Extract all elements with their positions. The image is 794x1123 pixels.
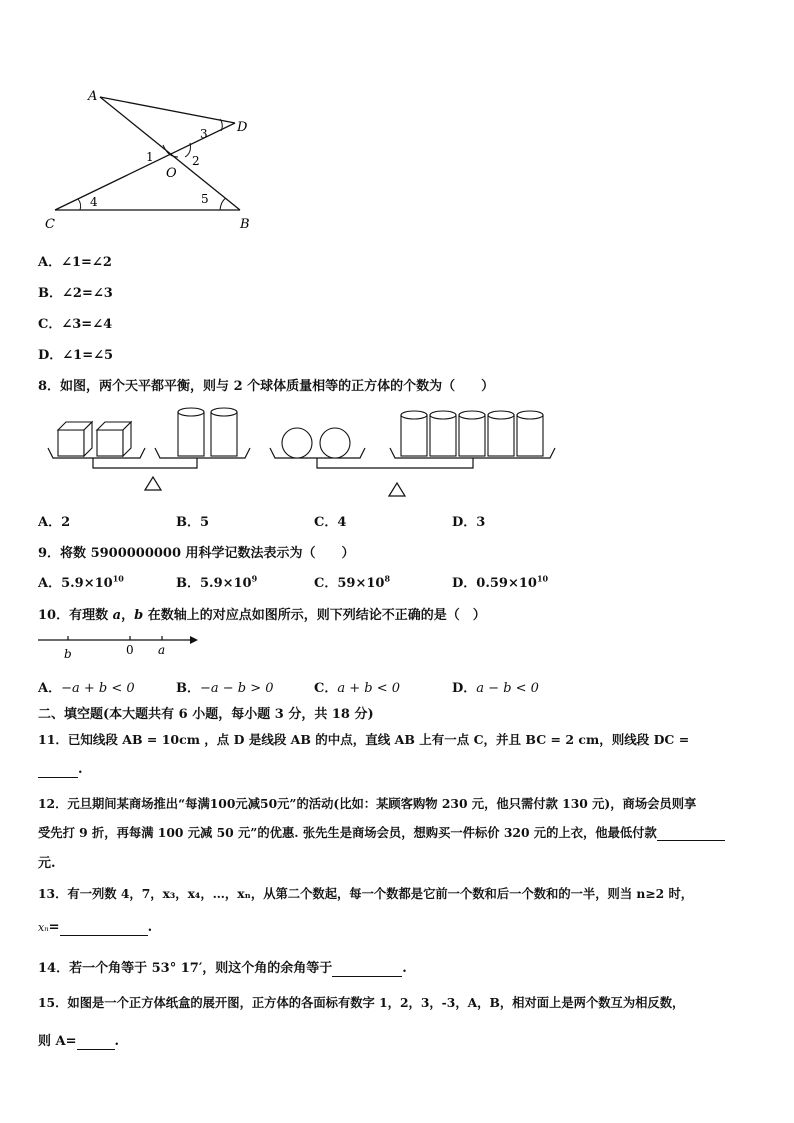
angle-1-label: 1: [146, 150, 154, 164]
number-line-zero-label: 0: [126, 643, 134, 657]
label-D: D: [237, 120, 248, 135]
angle-4-label: 4: [90, 195, 98, 209]
angle-5-label: 5: [201, 192, 209, 206]
balance-figure: [45, 400, 560, 500]
q13-answer-blank[interactable]: [60, 920, 148, 936]
number-line: [35, 630, 200, 662]
q8-option-d[interactable]: D．3: [452, 515, 486, 530]
q13-line2: xₙ= .: [38, 920, 153, 935]
label-O: O: [166, 166, 177, 181]
q9-option-c[interactable]: C．$59\times 10^8$: [314, 573, 391, 591]
q12-line2: 受先打 9 折，再每满 100 元减 50 元”的优惠. 张先生是商场会员，想购买一件标价 320 元的上衣，他最低付款: [38, 823, 725, 841]
q15-line1: 15．如图是一个正方体纸盒的展开图，正方体的各面标有数字 1，2，3，-3，A，B，相对面上是两个数互为相反数，: [38, 995, 685, 1010]
q9-option-a[interactable]: A．$5.9\times 10^{10}$: [38, 573, 124, 591]
q8-option-c[interactable]: C．4: [314, 515, 347, 530]
q10-option-d[interactable]: D．a − b < 0: [452, 681, 539, 696]
q7-option-c[interactable]: C．∠3=∠4: [38, 317, 113, 332]
q13-line1: 13．有一列数 4，7，x₃，x₄，…，xₙ，从第二个数起，每一个数都是它前一个数和后一个数和的一半，则当 n≥2 时，: [38, 886, 694, 901]
q7-option-d[interactable]: D．∠1=∠5: [38, 348, 114, 363]
q9-option-b[interactable]: B．$5.9\times 10^9$: [176, 573, 258, 591]
q9-option-d[interactable]: D．$0.59\times 10^{10}$: [452, 573, 549, 591]
q11-line1: 11．已知线段 AB = 10cm ，点 D 是线段 AB 的中点，直线 AB 上有一点 C，并且 BC = 2 cm，则线段 DC =: [38, 732, 690, 747]
triangle-figure: [40, 85, 260, 235]
q8-option-a[interactable]: A．2: [38, 515, 71, 530]
number-line-b-label: b: [64, 647, 72, 661]
label-C: C: [45, 217, 55, 232]
q10-option-c[interactable]: C．a + b < 0: [314, 681, 401, 696]
q14-answer-blank[interactable]: [332, 961, 402, 977]
q7-option-b[interactable]: B．∠2=∠3: [38, 286, 113, 301]
q9-stem: 9．将数 5900000000 用科学记数法表示为（ ）: [38, 546, 355, 561]
angle-2-label: 2: [192, 154, 200, 168]
q8-stem: 8．如图，两个天平都平衡，则与 2 个球体质量相等的正方体的个数为（ ）: [38, 379, 495, 394]
q15-line2: 则 A= .: [38, 1034, 120, 1049]
q11-line2: .: [38, 762, 83, 778]
q14-line: 14．若一个角等于 53° 17′，则这个角的余角等于 .: [38, 961, 407, 976]
label-A: A: [88, 89, 98, 104]
q12-answer-blank[interactable]: [657, 825, 725, 841]
q7-option-a[interactable]: A．∠1=∠2: [38, 255, 112, 270]
q10-option-a[interactable]: A．−a + b < 0: [38, 681, 135, 696]
q11-answer-blank[interactable]: [38, 762, 78, 778]
label-B: B: [240, 217, 250, 232]
q10-stem: 10．有理数 a，b 在数轴上的对应点如图所示，则下列结论不正确的是（ ）: [38, 608, 486, 623]
q15-answer-blank[interactable]: [77, 1034, 115, 1050]
number-line-a-label: a: [158, 643, 166, 657]
angle-3-label: 3: [200, 127, 208, 141]
q8-option-b[interactable]: B．5: [176, 515, 210, 530]
q10-option-b[interactable]: B．−a − b > 0: [176, 681, 274, 696]
section-2-heading: 二、填空题(本大题共有 6 小题，每小题 3 分，共 18 分): [38, 707, 374, 722]
q12-line1: 12．元旦期间某商场推出“每满100元减50元”的活动(比如：某顾客购物 230 元，他只需付款 130 元)，商场会员则享: [38, 796, 697, 811]
q12-line3: 元.: [38, 856, 56, 871]
